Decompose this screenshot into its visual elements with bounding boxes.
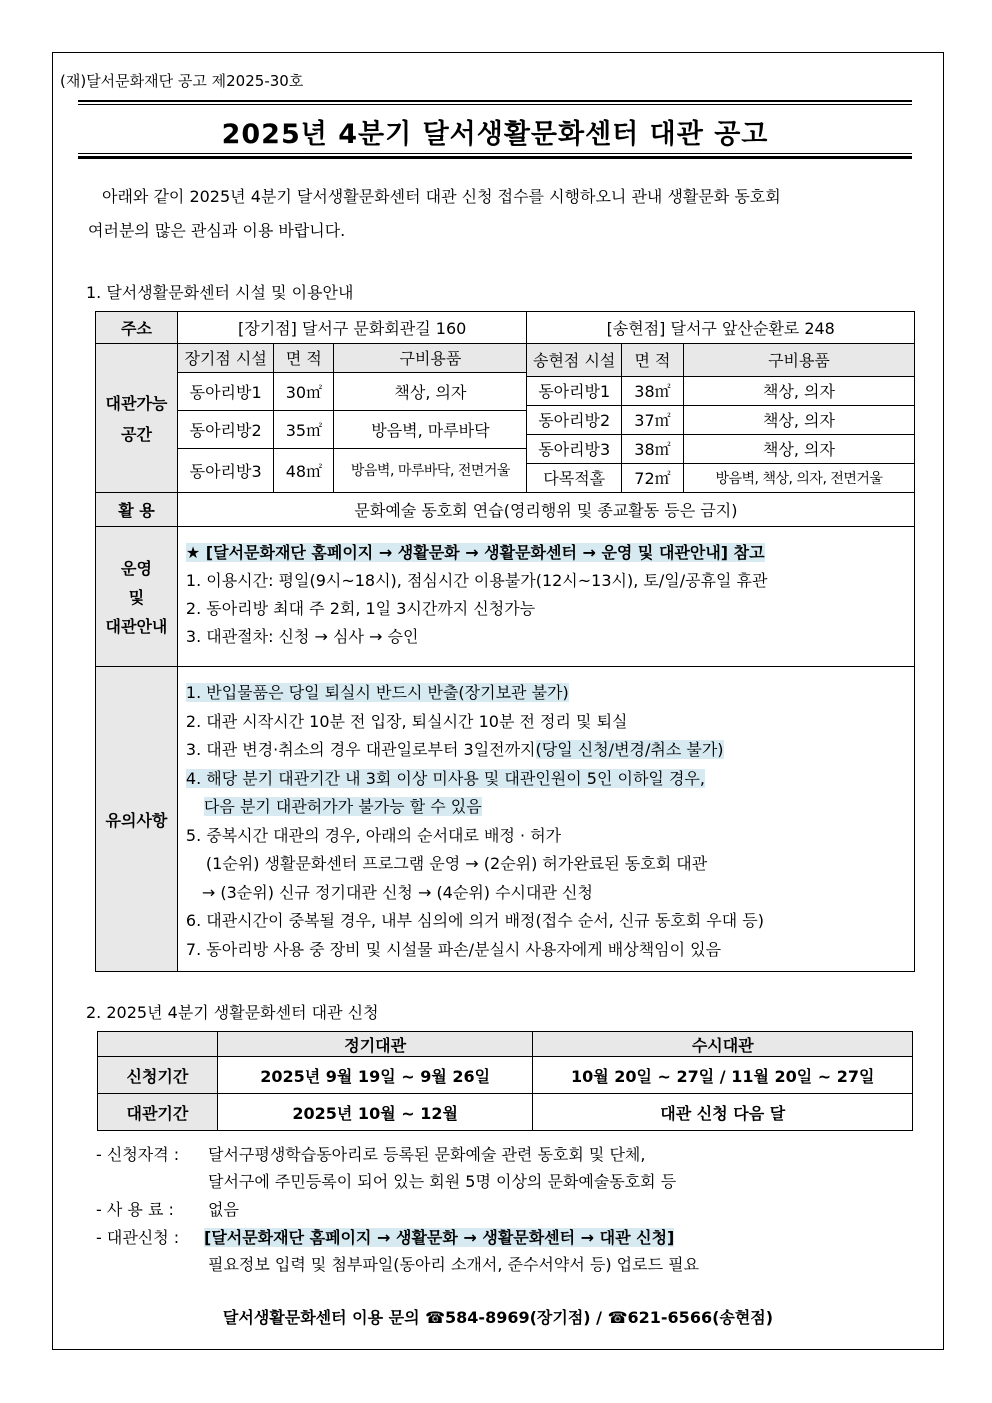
- schedule-corner: [98, 1032, 218, 1057]
- note-1-text: 1. 반입물품은 당일 퇴실시 반드시 반출(장기보관 불가): [185, 683, 569, 702]
- col-occasional: 수시대관: [533, 1032, 913, 1057]
- note-4: [186, 765, 914, 794]
- notice-number: (재)달서문화재단 공고 제2025-30호: [60, 72, 304, 90]
- note-2: 2. 대관 시작시간 10분 전 입장, 퇴실시간 10분 전 정리 및 퇴실: [185, 711, 628, 731]
- apply-occasional: 10월 20일 ~ 27일 / 11월 20일 ~ 27일: [533, 1057, 913, 1094]
- note-5: 5. 중복시간 대관의 경우, 아래의 순서대로 배정 · 허가: [185, 825, 562, 845]
- intro-paragraph: [88, 180, 918, 248]
- notes-content: [177, 667, 914, 972]
- rental-schedule-table: [97, 1031, 913, 1131]
- jangi-room-name: 동아리방2: [178, 410, 274, 448]
- eligibility-line-2: 달서구에 주민등록이 되어 있는 회원 5명 이상의 문화예술동호회 등: [208, 1172, 677, 1191]
- apply-regular: 2025년 9월 19일 ~ 9월 26일: [217, 1057, 533, 1094]
- songhyeon-room-name: 동아리방3: [527, 434, 621, 463]
- jangi-room-name: 동아리방3: [178, 448, 274, 492]
- jangi-room-equipment: 책상, 의자: [334, 372, 527, 410]
- jangi-room-name: 동아리방1: [178, 372, 274, 410]
- songhyeon-room-area: 37㎡: [621, 405, 683, 434]
- apply-path-text: [달서문화재단 홈페이지 → 생활문화 → 생활문화센터 → 대관 신청]: [204, 1228, 675, 1247]
- songhyeon-room-area: 38㎡: [621, 376, 683, 405]
- songhyeon-room-equipment: 책상, 의자: [683, 405, 914, 434]
- songhyeon-space-cell: [527, 344, 915, 493]
- ops-item: 2. 동아리방 최대 주 2회, 1일 3시간까지 신청가능: [185, 599, 536, 618]
- space-label-line-1: 대관가능: [105, 394, 168, 413]
- songhyeon-header-equipment: 구비용품: [683, 344, 914, 376]
- eligibility-line-1: 달서구평생학습동아리로 등록된 문화예술 관련 동호회 및 단체,: [208, 1145, 646, 1164]
- songhyeon-space-table: [527, 344, 914, 492]
- note-5-order-1: (1순위) 생활문화센터 프로그램 운영 → (2순위) 허가완료된 동호회 대관: [205, 854, 708, 873]
- ops-label-line-1: 운영: [120, 559, 152, 578]
- jangi-room-area: 35㎡: [274, 410, 334, 448]
- address-label: 주소: [96, 312, 178, 344]
- title-rule-bottom-thin: [78, 153, 912, 154]
- note-4-cont: [186, 793, 914, 822]
- ops-reference: [186, 539, 914, 567]
- col-regular: 정기대관: [217, 1032, 533, 1057]
- jangi-space-cell: [177, 344, 527, 493]
- note-3-highlight: (당일 신청/변경/취소 불가): [535, 740, 724, 759]
- apply-requirements: 필요정보 입력 및 첨부파일(동아리 소개서, 준수서약서 등) 업로드 필요: [208, 1255, 700, 1274]
- songhyeon-room-equipment: 방음벽, 책상, 의자, 전면거울: [683, 463, 914, 492]
- ops-reference-text: ★ [달서문화재단 홈페이지 → 생활문화 → 생활문화센터 → 운영 및 대관안내] 참고: [185, 543, 765, 562]
- jangi-header-area: 면 적: [274, 344, 334, 372]
- songhyeon-header-area: 면 적: [621, 344, 683, 376]
- facility-table: [95, 311, 915, 972]
- jangi-room-equipment: 방음벽, 마루바닥, 전면거울: [334, 448, 527, 492]
- songhyeon-room-name: 동아리방2: [527, 405, 621, 434]
- ops-item: 3. 대관절차: 신청 → 심사 → 승인: [185, 627, 419, 646]
- songhyeon-header-facility: 송현점 시설: [527, 344, 621, 376]
- note-4-text: 4. 해당 분기 대관기간 내 3회 이상 미사용 및 대관인원이 5인 이하일 경우,: [185, 768, 705, 788]
- eligibility-label: - 신청자격 :: [96, 1145, 180, 1164]
- apply-label: - 대관신청 :: [96, 1228, 180, 1247]
- title-rule-bottom: [78, 156, 912, 159]
- ops-label: [96, 527, 178, 667]
- songhyeon-room-area: 38㎡: [621, 434, 683, 463]
- use-label: 활 용: [96, 493, 178, 527]
- address-songhyeon: [송현점] 달서구 앞산순환로 248: [527, 312, 915, 344]
- note-5-order-2: → (3순위) 신규 정기대관 신청 → (4순위) 수시대관 신청: [201, 882, 593, 902]
- ops-label-line-2: 및: [128, 588, 145, 607]
- jangi-header-facility: 장기점 시설: [178, 344, 274, 372]
- songhyeon-room-area: 72㎡: [621, 463, 683, 492]
- apply-path: [204, 1226, 674, 1250]
- notes-label: 유의사항: [96, 667, 178, 972]
- page-title: 2025년 4분기 달서생활문화센터 대관 공고: [221, 119, 769, 150]
- ops-label-line-3: 대관안내: [105, 617, 168, 636]
- songhyeon-room-equipment: 책상, 의자: [683, 434, 914, 463]
- address-jangi: [장기점] 달서구 문화회관길 160: [177, 312, 527, 344]
- rent-regular: 2025년 10월 ~ 12월: [217, 1094, 533, 1131]
- intro-line-1: 아래와 같이 2025년 4분기 달서생활문화센터 대관 신청 접수를 시행하오니 관내 생활문화 동호회: [102, 187, 781, 206]
- intro-line-2: 여러분의 많은 관심과 이용 바랍니다.: [88, 221, 346, 240]
- rent-occasional: 대관 신청 다음 달: [533, 1094, 913, 1131]
- use-text: 문화예술 동호회 연습(영리행위 및 종교활동 등은 금지): [177, 493, 914, 527]
- note-4-cont-text: 다음 분기 대관허가가 불가능 할 수 있음: [203, 797, 482, 816]
- fee-value: 없음: [208, 1200, 239, 1219]
- note-1: [186, 679, 914, 708]
- fee-label: - 사 용 료 :: [96, 1200, 174, 1219]
- section-2-heading: 2. 2025년 4분기 생활문화센터 대관 신청: [86, 1003, 379, 1022]
- row-rent-period: 대관기간: [98, 1094, 218, 1131]
- note-3-text: 3. 대관 변경·취소의 경우 대관일로부터 3일전까지: [185, 740, 536, 759]
- space-label-line-2: 공간: [120, 425, 152, 444]
- jangi-room-area: 30㎡: [274, 372, 334, 410]
- space-label: [96, 344, 178, 493]
- title-rule-top-thin: [78, 104, 912, 105]
- title-rule-top: [78, 100, 912, 102]
- songhyeon-room-name: 다목적홀: [527, 463, 621, 492]
- ops-content: [177, 527, 914, 667]
- note-3: [186, 736, 914, 765]
- note-6: 6. 대관시간이 중복될 경우, 내부 심의에 의거 배정(접수 순서, 신규 동호회 우대 등): [185, 911, 764, 930]
- songhyeon-room-name: 동아리방1: [527, 376, 621, 405]
- jangi-room-equipment: 방음벽, 마루바닥: [334, 410, 527, 448]
- contact-footer: 달서생활문화센터 이용 문의 ☎584-8969(장기점) / ☎621-6566(송현점): [222, 1308, 774, 1327]
- row-apply-period: 신청기간: [98, 1057, 218, 1094]
- jangi-space-table: [178, 344, 527, 492]
- songhyeon-room-equipment: 책상, 의자: [683, 376, 914, 405]
- section-1-heading: 1. 달서생활문화센터 시설 및 이용안내: [86, 283, 354, 302]
- jangi-room-area: 48㎡: [274, 448, 334, 492]
- ops-item: 1. 이용시간: 평일(9시~18시), 점심시간 이용불가(12시~13시), 토/일/공휴일 휴관: [185, 571, 768, 590]
- note-7: 7. 동아리방 사용 중 장비 및 시설물 파손/분실시 사용자에게 배상책임이 있음: [185, 939, 722, 959]
- jangi-header-equipment: 구비용품: [334, 344, 527, 372]
